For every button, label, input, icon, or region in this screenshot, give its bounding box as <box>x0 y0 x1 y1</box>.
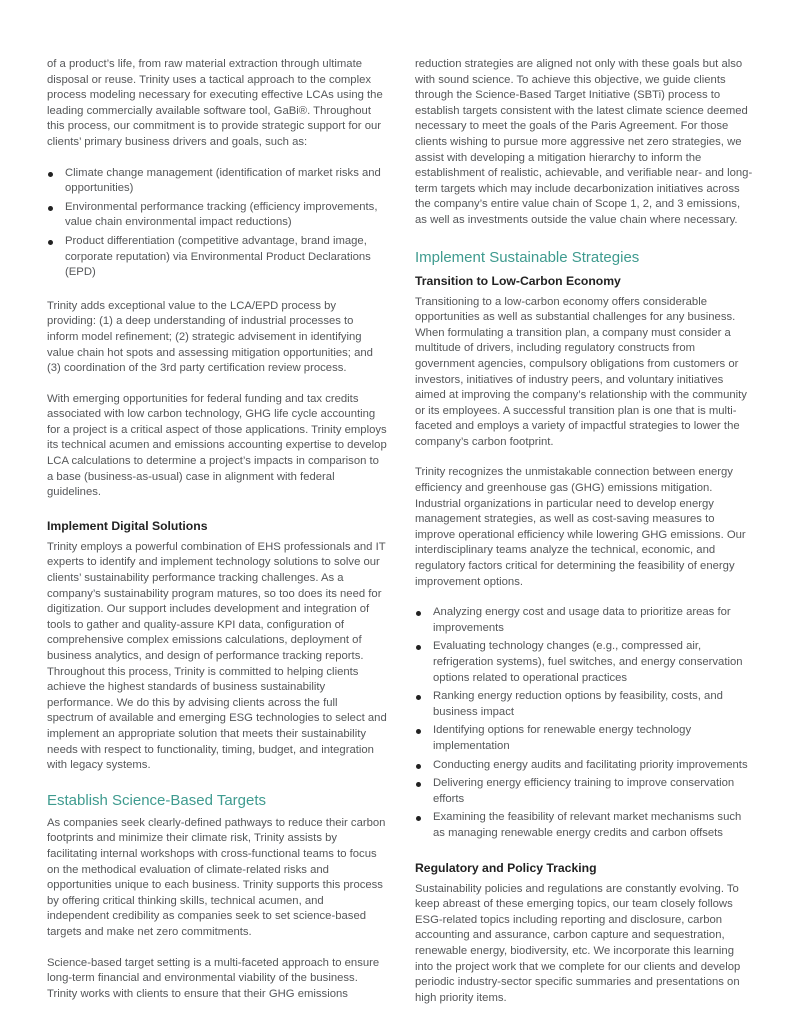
bullet-icon <box>416 764 421 769</box>
federal-funding-paragraph: With emerging opportunities for federal funding and tax credits associated with low carbon technology, GHG life cycle accounting for a project is a critical aspect of those applications. Trinity employs its technical acumen and emissions accounting expertise to develop LCA calculations to determine a project’s impacts in comparison to a base (business-as-usual) case in alignment with federal guidelines. <box>47 392 387 499</box>
lca-value-paragraph: Trinity adds exceptional value to the LCA/EPD process by providing: (1) a deep understanding of industrial processes to inform model refinement; (2) strategic advisement in identifying value chain hot spots and assessing mitigation opportunities; and (3) coordination of the 3rd party certification review process. <box>47 299 373 375</box>
regulatory-tracking-heading: Regulatory and Policy Tracking <box>415 860 597 875</box>
right-column <box>415 57 755 1021</box>
science-targets-paragraph-2: Science-based target setting is a multi-faceted approach to ensure long-term financial and environmental viability of the business. Trinity works with clients to ensure that their GHG emissions <box>47 956 380 1000</box>
low-carbon-paragraph-1: Transitioning to a low-carbon economy offers considerable opportunities as well as substantial challenges for any business. When formulating a transition plan, a company must consider a multitude of drivers, including regulatory constructs from government agencies, compulsory obligations from customers or investors, initiatives of industry peers, and voluntary initiatives aimed at improving the company’s relationship with the community or its employees. A successful transition plan is one that is multi-faceted and employs a variety of impactful strategies to lower the company’s carbon footprint. <box>415 295 747 448</box>
list-item <box>415 723 755 754</box>
lca-intro-paragraph: of a product’s life, from raw material extraction through ultimate disposal or reuse. Trinity uses a tactical approach to the complex process modeling necessary for executing effective LCAs using the leading commercially available software tool, GaBi®. Throughout this process, our commitment is to provide strategic support for our clients’ primary business drivers and goals, such as: <box>47 58 383 148</box>
digital-solutions-paragraph: Trinity employs a powerful combination of EHS professionals and IT experts to identify and implement technology solutions to solve our clients’ sustainability performance tracking challenges. As a company’s sustainability program matures, so too does its need for digitization. Our support includes development and integration of tools to gather and quality-assure KPI data, configuration of comprehensive complex emissions calculations, deployment of business analytics, and design of performance tracking reports. Throughout this process, Trinity is committed to helping clients achieve the highest standards of business sustainability performance. We do this by advising clients across the full spectrum of available and emerging ESG technologies to select and implement an appropriate solution that meets their sustainability needs with respect to functionality, timing, budget, and integration with legacy systems. <box>47 540 387 772</box>
regulatory-tracking-paragraph: Sustainability policies and regulations are constantly evolving. To keep abreast of these emerging topics, our team closely follows ESG-related topics including reporting and disclosure, carbon accounting and assurance, carbon capture and sequestration, renewable energy, biodiversity, etc. We incorporate this learning into the project work that we complete for our clients and develop periodic industry-sector specific summaries and presentations on high priority items. <box>415 882 741 1004</box>
bullet-icon <box>416 645 421 650</box>
science-targets-paragraph-1: As companies seek clearly-defined pathways to reduce their carbon footprints and minimize their climate risk, Trinity assists by facilitating internal workshops with cross-functional teams to focus on the methodical evaluation of climate-related risks and opportunities unique to each business. Trinity supports this process by offering critical thinking skills, technical acumen, and independent credibility as companies seek to set science-based targets and make net zero commitments. <box>47 816 386 938</box>
list-item <box>415 689 755 720</box>
sustainable-strategies-heading: Implement Sustainable Strategies <box>415 248 640 266</box>
list-item-text: Identifying options for renewable energy technology implementation <box>433 724 692 752</box>
bullet-icon <box>416 695 421 700</box>
list-item <box>47 234 387 281</box>
list-item-text: Product differentiation (competitive advantage, brand image, corporate reputation) via Environmental Product Declarations (EPD) <box>65 234 371 279</box>
list-item <box>47 200 387 231</box>
list-item <box>415 605 755 636</box>
bullet-icon <box>48 206 53 211</box>
bullet-icon <box>416 611 421 616</box>
sbti-paragraph: reduction strategies are aligned not only with these goals but also with sound science. To achieve this objective, we guide clients through the Science-Based Target Initiative (SBTi) process to establish targets consistent with the latest climate science deemed necessary to meet the goals of the Paris Agreement. For those clients wishing to pursue more aggressive net zero strategies, we assist with developing a mitigation hierarchy to inform the establishment of realistic, achievable, and verifiable near- and long-term targets which may include decarbonization initiatives across the company’s entire value chain of Scope 1, 2, and 3 emissions, as well as investments outside the value chain where necessary. <box>415 58 753 226</box>
list-item-text: Ranking energy reduction options by feasibility, costs, and business impact <box>433 690 723 718</box>
digital-solutions-heading: Implement Digital Solutions <box>47 518 208 533</box>
energy-actions-list <box>415 605 755 841</box>
low-carbon-heading: Transition to Low-Carbon Economy <box>415 273 621 288</box>
list-item <box>415 639 755 686</box>
bullet-icon <box>416 816 421 821</box>
science-targets-heading: Establish Science-Based Targets <box>47 791 267 809</box>
bullet-icon <box>48 172 53 177</box>
list-item-text: Examining the feasibility of relevant market mechanisms such as managing renewable energy credits and carbon offsets <box>433 811 742 839</box>
business-drivers-list <box>47 166 387 281</box>
list-item <box>415 776 755 807</box>
low-carbon-paragraph-2: Trinity recognizes the unmistakable connection between energy efficiency and greenhouse gas (GHG) emissions mitigation. Industrial organizations in particular need to develop energy management strategies, as well as cost-saving measures to improve operational efficiency while lowering GHG emissions. Our interdisciplinary teams analyze the technical, economic, and regulatory factors critical for determining the feasibility of energy improvement options. <box>415 466 746 588</box>
bullet-icon <box>48 240 53 245</box>
list-item-text: Analyzing energy cost and usage data to prioritize areas for improvements <box>433 606 731 634</box>
bullet-icon <box>416 729 421 734</box>
list-item-text: Environmental performance tracking (efficiency improvements, value chain environmental impact reductions) <box>65 200 378 229</box>
list-item <box>47 166 387 197</box>
bullet-icon <box>416 782 421 787</box>
list-item-text: Climate change management (identification of market risks and opportunities) <box>65 166 381 195</box>
list-item-text: Delivering energy efficiency training to improve conservation efforts <box>433 777 735 805</box>
list-item-text: Conducting energy audits and facilitating priority improvements <box>433 758 748 771</box>
list-item-text: Evaluating technology changes (e.g., compressed air, refrigeration systems), fuel switches, and energy conservation options related to operational practices <box>433 640 743 684</box>
list-item <box>415 758 755 774</box>
left-column <box>47 57 387 1017</box>
list-item <box>415 810 755 841</box>
